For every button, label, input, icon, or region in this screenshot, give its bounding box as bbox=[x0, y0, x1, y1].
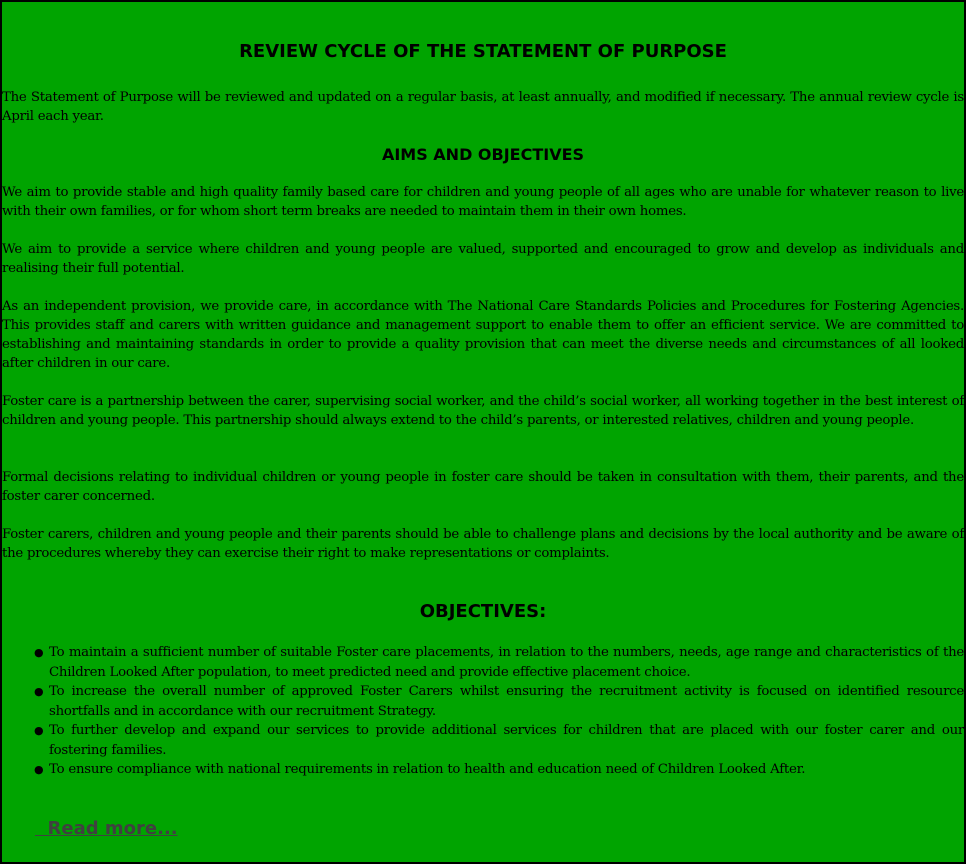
objectives-list bbox=[32, 643, 964, 780]
aims-paragraph-1: We aim to provide stable and high quality family based care for children and young people of all ages who are unable for whatever reason to live with their own families, or for whom short term breaks are needed to maintain them in their own homes. bbox=[2, 185, 964, 219]
bullet-icon: ● bbox=[34, 685, 44, 698]
objective-text: To maintain a sufficient number of suitable Foster care placements, in relation to the numbers, needs, age range and characteristics of the Children Looked After population, to meet predicted need and provide effective placement choice. bbox=[49, 645, 964, 680]
objective-text: To ensure compliance with national requirements in relation to health and education need of Children Looked After. bbox=[49, 762, 806, 777]
objective-item bbox=[32, 760, 964, 780]
objective-item bbox=[32, 643, 964, 682]
aims-paragraph-6: Foster carers, children and young people and their parents should be able to challenge plans and decisions by the local authority and be aware of the procedures whereby they can exercise their right to make representations or complaints. bbox=[2, 527, 964, 561]
objective-item bbox=[32, 682, 964, 721]
aims-paragraph-2: We aim to provide a service where children and young people are valued, supported and encouraged to grow and develop as individuals and realising their full potential. bbox=[2, 242, 964, 276]
objective-text: To further develop and expand our services to provide additional services for children that are placed with our foster carer and our fostering families. bbox=[49, 723, 964, 758]
bullet-icon: ● bbox=[34, 763, 44, 776]
review-cycle-heading: REVIEW CYCLE OF THE STATEMENT OF PURPOSE bbox=[239, 41, 727, 62]
objective-item bbox=[32, 721, 964, 760]
bullet-icon: ● bbox=[34, 646, 44, 659]
review-cycle-paragraph: The Statement of Purpose will be reviewed and updated on a regular basis, at least annually, and modified if necessary. The annual review cycle is April each year. bbox=[2, 90, 964, 124]
aims-paragraph-4: Foster care is a partnership between the carer, supervising social worker, and the child’s social worker, all working together in the best interest of children and young people. This partnership should always extend to the child’s parents, or interested relatives, children and young people. bbox=[2, 394, 964, 428]
objective-text: To increase the overall number of approved Foster Carers whilst ensuring the recruitment activity is focused on identified resource shortfalls and in accordance with our recruitment Strategy. bbox=[49, 684, 964, 719]
objectives-heading: OBJECTIVES: bbox=[419, 601, 547, 622]
read-more-link[interactable]: Read more... bbox=[35, 818, 178, 839]
aims-heading: AIMS AND OBJECTIVES bbox=[381, 145, 585, 164]
aims-paragraph-3: As an independent provision, we provide care, in accordance with The National Care Standards Policies and Procedures for Fostering Agencies. This provides staff and carers with written guidance and management support to enable them to offer an efficient service. We are committed to establishing and maintaining standards in order to provide a quality provision that can meet the diverse needs and circumstances of all looked after children in our care. bbox=[2, 299, 964, 371]
bullet-icon: ● bbox=[34, 724, 44, 737]
aims-paragraph-5: Formal decisions relating to individual children or young people in foster care should be taken in consultation with them, their parents, and the foster carer concerned. bbox=[2, 470, 964, 504]
